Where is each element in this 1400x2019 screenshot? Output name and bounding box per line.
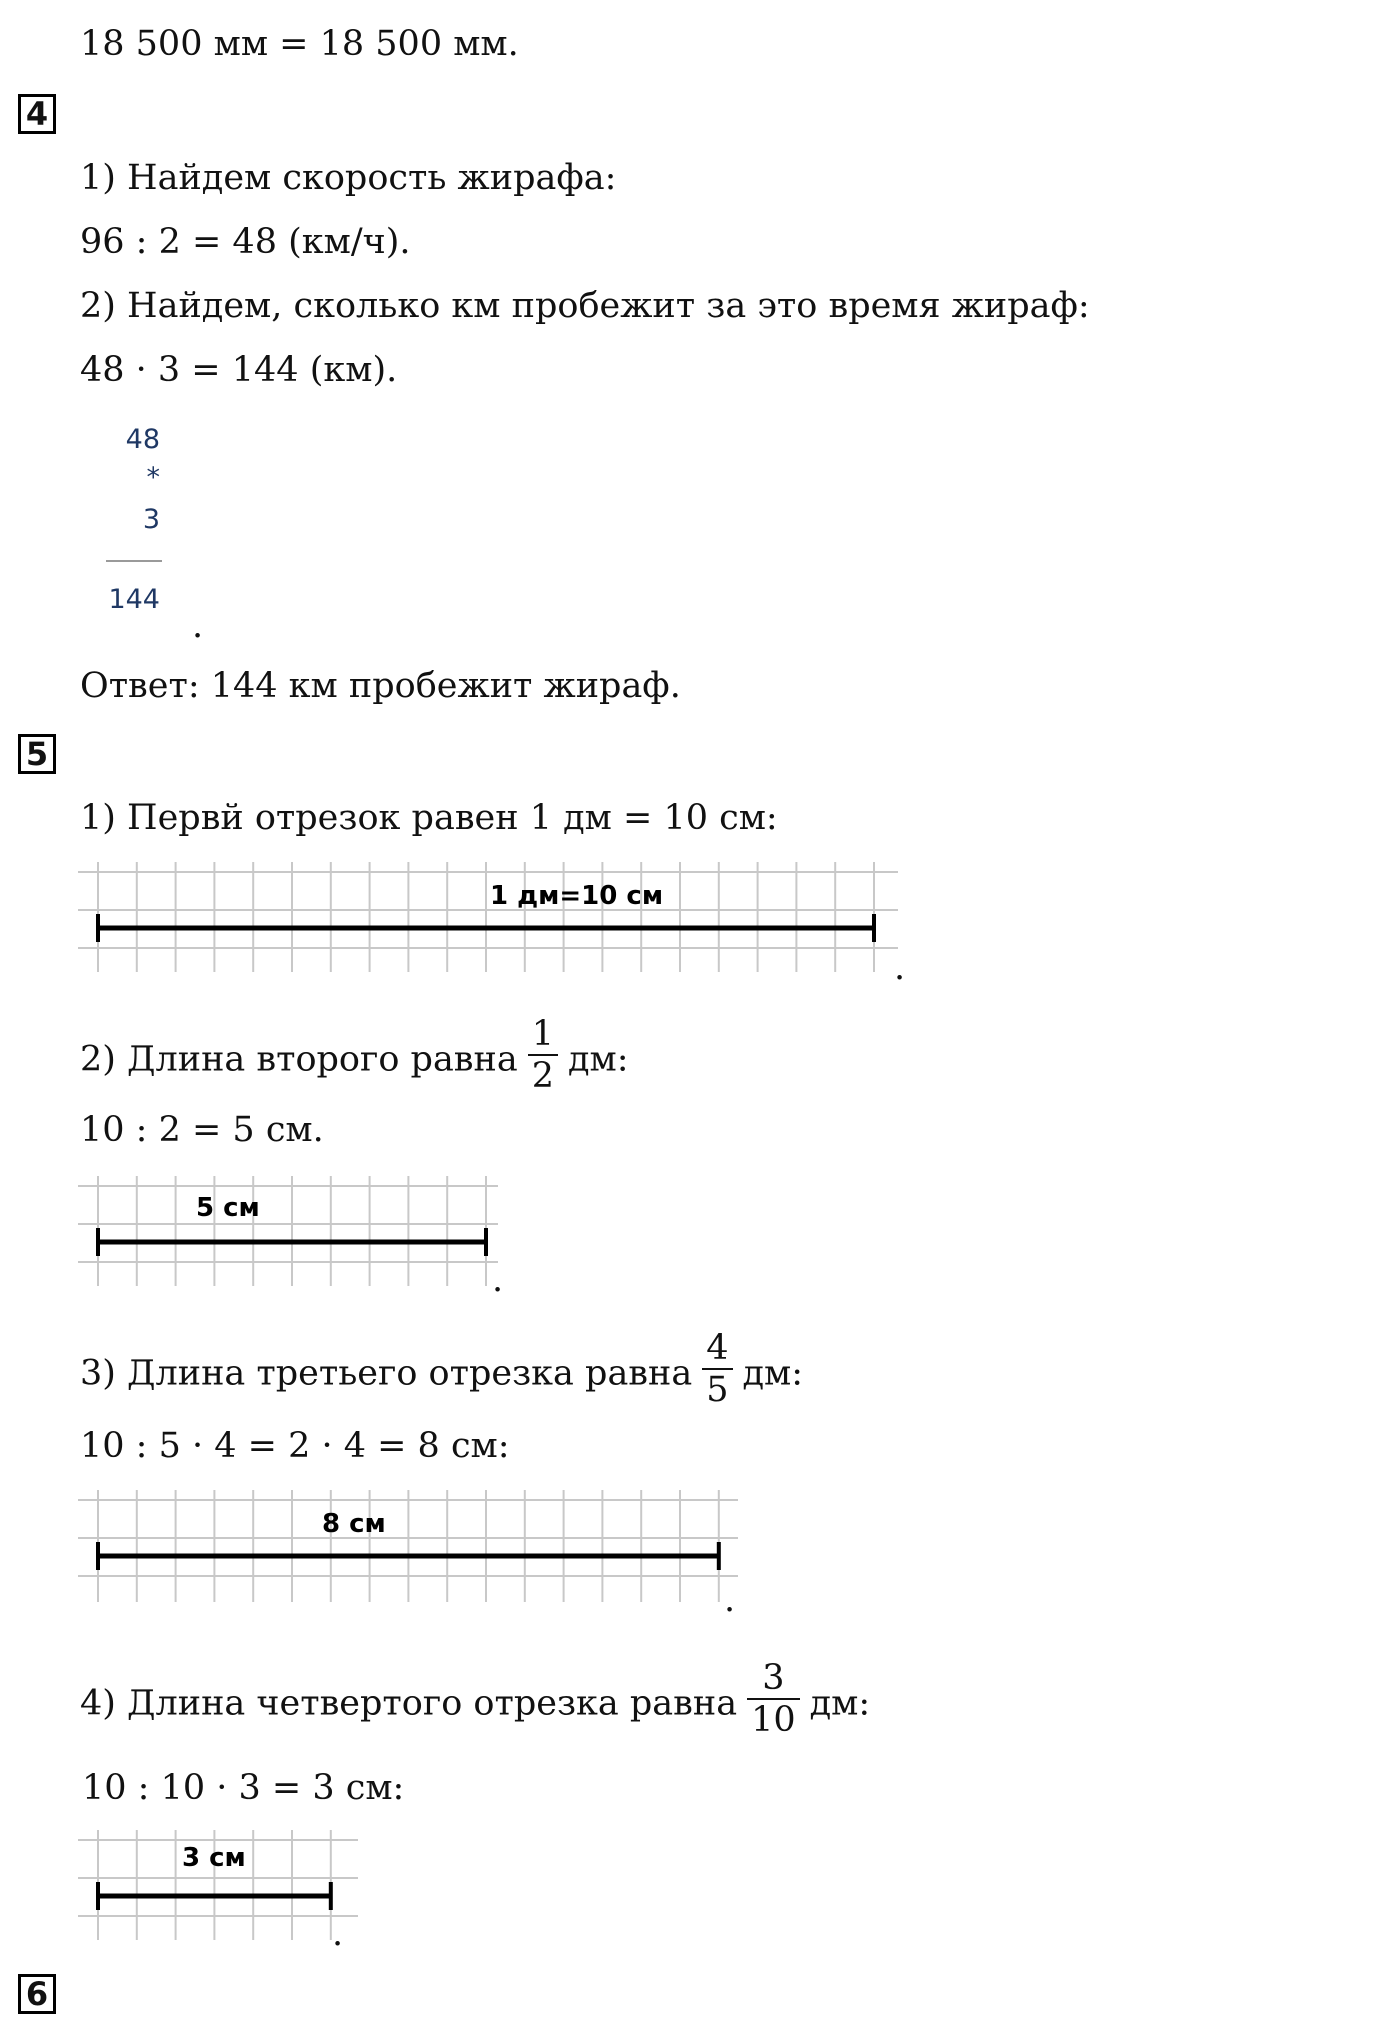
fraction-4-5 — [702, 1328, 732, 1410]
dot: . — [492, 1260, 504, 1300]
task5-calc2: 10 : 2 = 5 см. — [80, 1110, 324, 1150]
task5-calc4: 10 : 10 · 3 = 3 см: — [82, 1768, 405, 1808]
dot: . — [894, 948, 906, 988]
step3-text: 3) Длина третьего отрезка равна — [80, 1353, 693, 1394]
column-rule — [106, 560, 162, 562]
segment-4-grid — [78, 1830, 358, 1940]
dot: . — [724, 1580, 736, 1620]
dot: . — [192, 606, 204, 646]
fraction-3-10 — [747, 1658, 800, 1740]
step2-unit: дм: — [568, 1039, 629, 1080]
task4-step1: 1) Найдем скорость жирафа: — [80, 158, 617, 198]
column-sign: * — [146, 462, 160, 493]
task4-answer: Ответ: 144 км пробежит жираф. — [80, 666, 681, 706]
equality-line: 18 500 мм = 18 500 мм. — [80, 24, 519, 64]
step4-text: 4) Длина четвертого отрезка равна — [80, 1683, 738, 1724]
fraction-numerator: 1 — [528, 1014, 558, 1056]
step3-unit: дм: — [742, 1353, 804, 1394]
task5-calc3: 10 : 5 · 4 = 2 · 4 = 8 см: — [80, 1426, 510, 1466]
task5-step2 — [80, 1014, 629, 1102]
column-result: 144 — [108, 584, 160, 615]
dot: . — [332, 1914, 344, 1954]
fraction-denominator: 5 — [706, 1370, 729, 1410]
task-number-badge-5: 5 — [18, 734, 56, 774]
segment-2-label: 5 см — [196, 1193, 260, 1223]
task5-step3 — [80, 1328, 804, 1416]
task5-step1: 1) Первй отрезок равен 1 дм = 10 см: — [80, 798, 778, 838]
segment-1-label: 1 дм=10 см — [490, 881, 664, 911]
task4-step2: 2) Найдем, сколько км пробежит за это время жираф: — [80, 286, 1090, 326]
task-number-badge-4: 4 — [18, 94, 56, 134]
segment-2-grid — [78, 1176, 498, 1286]
fraction-1-2 — [528, 1014, 558, 1096]
fraction-denominator: 10 — [751, 1700, 796, 1740]
task4-calc1: 96 : 2 = 48 (км/ч). — [80, 222, 411, 262]
step4-unit: дм: — [809, 1683, 871, 1724]
column-top: 48 — [125, 424, 160, 455]
task4-calc2: 48 · 3 = 144 (км). — [80, 350, 398, 390]
column-factor: 3 — [142, 504, 160, 535]
step2-text: 2) Длина второго равна — [80, 1039, 518, 1080]
task-number-badge-6: 6 — [18, 1974, 56, 2014]
segment-4-label: 3 см — [182, 1843, 246, 1873]
fraction-numerator: 3 — [747, 1658, 800, 1700]
fraction-numerator: 4 — [702, 1328, 732, 1370]
fraction-denominator: 2 — [531, 1056, 554, 1096]
segment-3-label: 8 см — [322, 1509, 386, 1539]
task5-step4 — [80, 1658, 871, 1746]
segment-3-grid — [78, 1490, 738, 1602]
segment-1-grid — [78, 862, 898, 972]
